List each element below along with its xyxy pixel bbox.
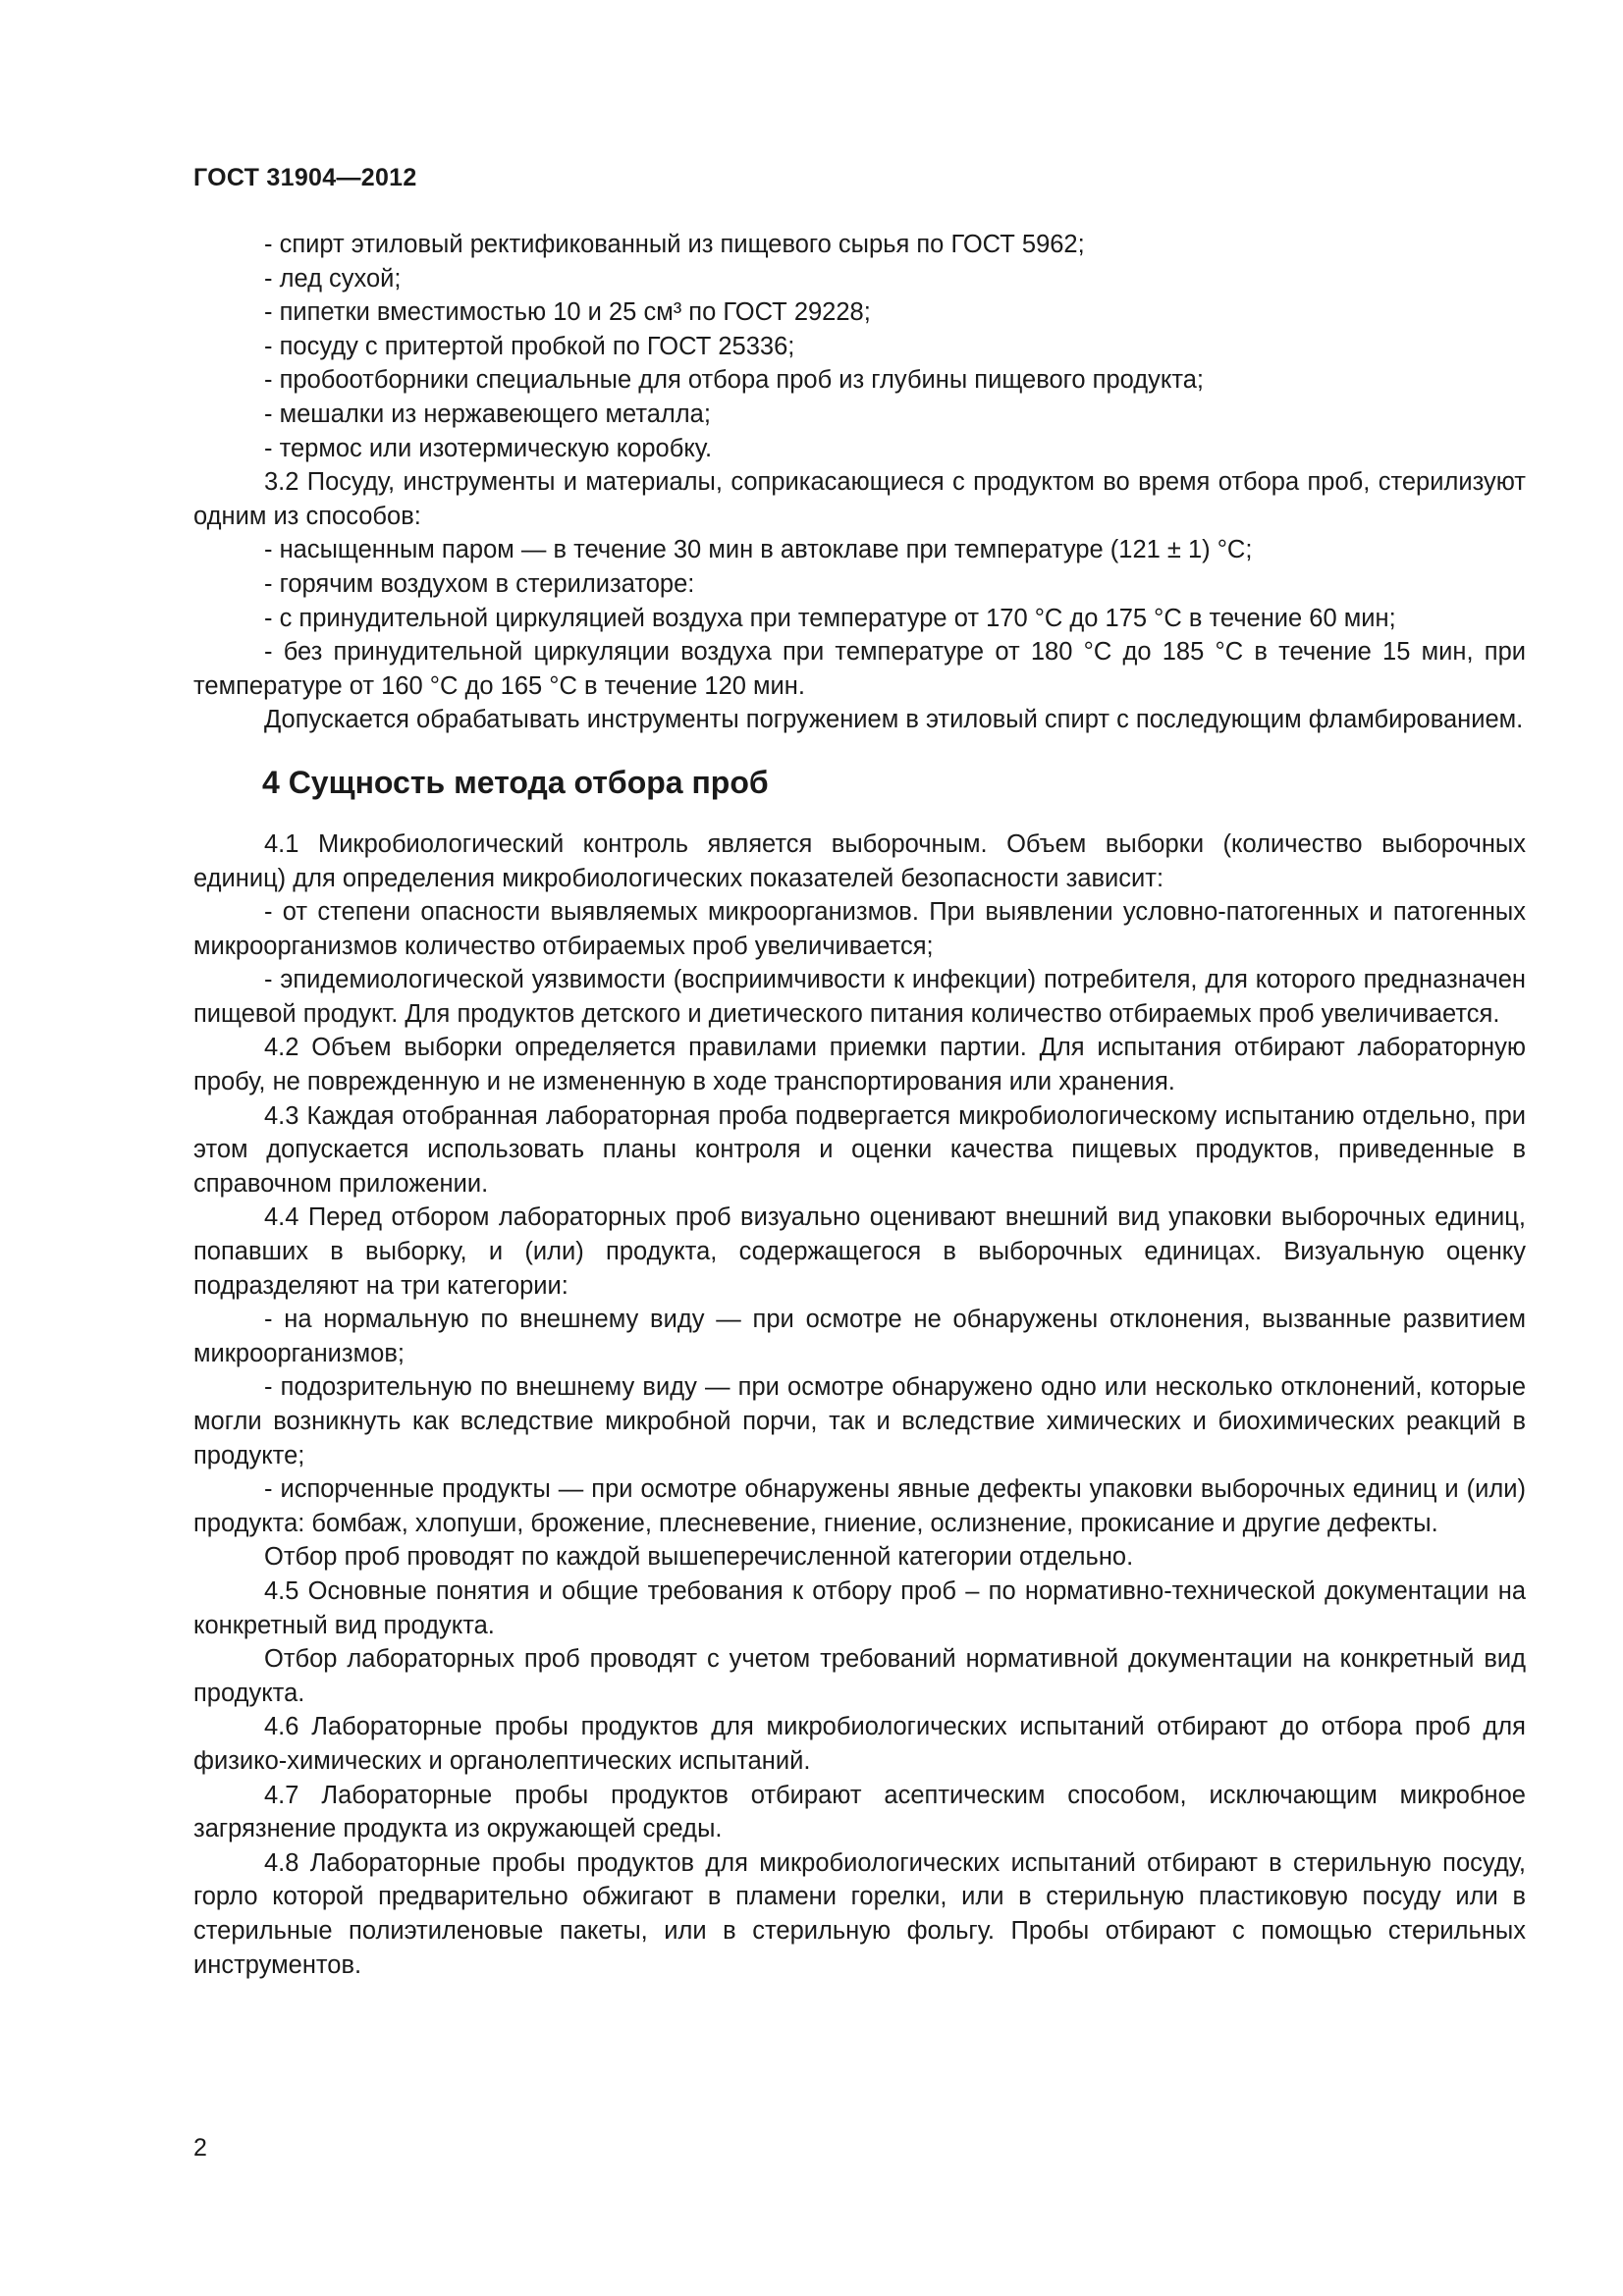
paragraph: 4.3 Каждая отобранная лабораторная проба подвергается микробиологическому испытанию отдельно, при этом допускается использовать планы контроля и оценки качества пищевых продуктов, приведенные в справочном приложении. [193, 1101, 1526, 1198]
paragraph: Отбор проб проводят по каждой вышеперечисленной категории отдельно. [264, 1543, 1134, 1572]
paragraph: - от степени опасности выявляемых микроорганизмов. При выявлении условно-патогенных и патогенных микроорганизмов количество отбираемых проб увеличивается; [193, 898, 1526, 960]
list-item: - термос или изотермическую коробку. [264, 434, 713, 462]
paragraph: - подозрительную по внешнему виду — при осмотре обнаружено одно или несколько отклонений, которые могли возникнуть как вследствие микробной порчи, так и вследствие химических и биохимических реакций в продукте; [193, 1373, 1526, 1469]
page-content [193, 228, 1526, 1982]
paragraph: - испорченные продукты — при осмотре обнаружены явные дефекты упаковки выборочных единиц и (или) продукта: бомбаж, хлопуши, брожение, плесневение, гниение, ослизнение, прокисание и другие дефекты. [193, 1475, 1526, 1537]
list-item: - горячим воздухом в стерилизаторе: [264, 569, 695, 598]
list-item: - пробоотборники специальные для отбора проб из глубины пищевого продукта; [264, 366, 1205, 395]
paragraph: 4.2 Объем выборки определяется правилами приемки партии. Для испытания отбирают лабораторную пробу, не поврежденную и не измененную в ходе транспортирования или хранения. [193, 1034, 1526, 1096]
clause-3-2-note: Допускается обрабатывать инструменты погружением в этиловый спирт с последующим фламбированием. [264, 706, 1524, 734]
document-code: ГОСТ 31904—2012 [193, 164, 417, 191]
paragraph: 4.5 Основные понятия и общие требования к отбору проб – по нормативно-технической документации на конкретный вид продукта. [193, 1576, 1526, 1639]
list-item: - лед сухой; [264, 264, 402, 293]
page-number: 2 [193, 2134, 207, 2162]
list-item: - насыщенным паром — в течение 30 мин в автоклаве при температуре (121 ± 1) °С; [264, 536, 1253, 564]
paragraph: 4.8 Лабораторные пробы продуктов для микробиологических испытаний отбирают в стерильную посуду, горло которой предварительно обжигают в пламени горелки, или в стерильную пластиковую посуду или в стерильные полиэтиленовые пакеты, или в стерильную фольгу. Пробы отбирают с помощью стерильных инструментов. [193, 1848, 1526, 1979]
paragraph: 4.4 Перед отбором лабораторных проб визуально оценивают внешний вид упаковки выборочных единиц, попавших в выборку, и (или) продукта, содержащегося в выборочных единицах. Визуальную оценку подразделяют на три категории: [193, 1203, 1526, 1300]
list-item: - мешалки из нержавеющего металла; [264, 400, 711, 428]
list-item: - посуду с притертой пробкой по ГОСТ 25336; [264, 332, 795, 360]
clause-3-2-intro: 3.2 Посуду, инструменты и материалы, соприкасающиеся с продуктом во время отбора проб, стерилизуют одним из способов: [193, 468, 1526, 530]
list-item: - без принудительной циркуляции воздуха при температуре от 180 °С до 185 °С в течение 15 мин, при температуре от 160 °С до 165 °С в течение 120 мин. [193, 638, 1526, 700]
list-item: - с принудительной циркуляцией воздуха при температуре от 170 °С до 175 °С в течение 60 мин; [264, 604, 1396, 632]
paragraph: Отбор лабораторных проб проводят с учетом требований нормативной документации на конкретный вид продукта. [193, 1645, 1526, 1707]
paragraph: - эпидемиологической уязвимости (восприимчивости к инфекции) потребителя, для которого предназначен пищевой продукт. Для продуктов детского и диетического питания количество отбираемых проб увеличивается. [193, 966, 1526, 1028]
paragraph: 4.6 Лабораторные пробы продуктов для микробиологических испытаний отбирают до отбора проб для физико-химических и органолептических испытаний. [193, 1713, 1526, 1775]
paragraph: 4.1 Микробиологический контроль является выборочным. Объем выборки (количество выборочных единиц) для определения микробиологических показателей безопасности зависит: [193, 829, 1526, 892]
list-item: - пипетки вместимостью 10 и 25 см³ по ГОСТ 29228; [264, 298, 871, 327]
paragraph: 4.7 Лабораторные пробы продуктов отбирают асептическим способом, исключающим микробное загрязнение продукта из окружающей среды. [193, 1781, 1526, 1843]
paragraph: - на нормальную по внешнему виду — при осмотре не обнаружены отклонения, вызванные развитием микроорганизмов; [193, 1306, 1526, 1367]
list-item: - спирт этиловый ректификованный из пищевого сырья по ГОСТ 5962; [264, 231, 1085, 258]
section-heading: 4 Сущность метода отбора проб [262, 764, 769, 800]
